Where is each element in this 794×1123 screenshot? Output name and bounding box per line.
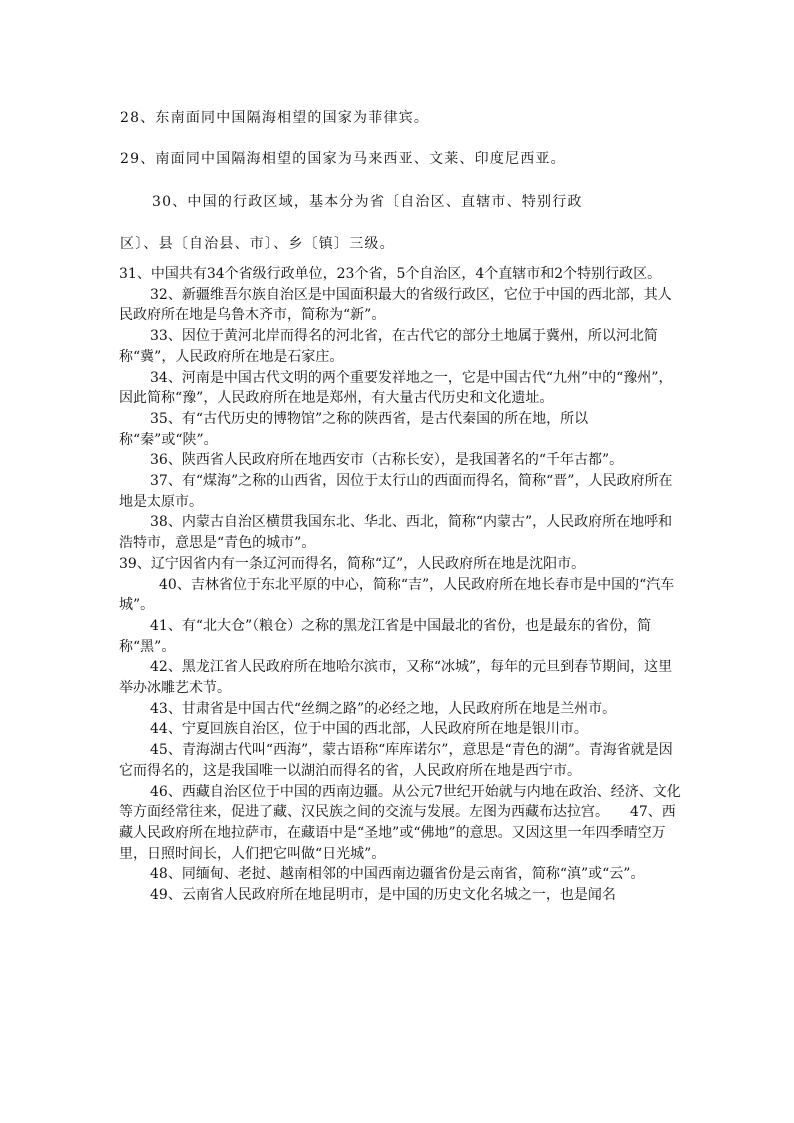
paragraph-41: 41、有“北大仓”（粮仓）之称的黑龙江省是中国最北的省份，也是最东的省份，简称“黑”。: [119, 617, 652, 655]
paragraph-43: 43、甘肃省是中国古代“丝绸之路”的必经之地，人民政府所在地是兰州市。: [150, 700, 617, 717]
paragraph-34: 34、河南是中国古代文明的两个重要发祥地之一，它是中国古代“九州”中的“豫州”，因此简称“豫”，人民政府所在地是郑州，有大量古代历史和文化遗址。: [119, 369, 673, 407]
paragraph-32: 32、新疆维吾尔族自治区是中国面积最大的省级行政区，它位于中国的西北部，其人民政府所在地是乌鲁木齐市，简称为“新”。: [119, 286, 672, 324]
item-30-line-1: 30、中国的行政区域，基本分为省〔自治区、直辖市、特别行政: [152, 194, 583, 210]
paragraph-42: 42、黑龙江省人民政府所在地哈尔滨市，又称“冰城”，每年的元旦到春节期间，这里举办冰雕艺术节。: [119, 659, 673, 697]
paragraph-46-47: 46、西藏自治区位于中国的西南边疆。从公元7世纪开始就与内地在政治、经济、文化等方面经常往来，促进了藏、汉民族之间的交流与发展。左图为西藏布达拉宫。 47、西藏人民政府所在地拉萨市，在藏语中是“圣地”或“佛地”的意思。又因这里一年四季晴空万里，日照时间长，人们把它叫做“日光城”。: [119, 783, 681, 862]
paragraph-31: 31、中国共有34个省级行政单位，23个省，5个自治区，4个直辖市和2个特别行政区。: [119, 266, 662, 282]
paragraph-44: 44、宁夏回族自治区，位于中国的西北部，人民政府所在地是银川市。: [150, 721, 588, 738]
paragraph-33: 33、因位于黄河北岸而得名的河北省，在古代它的部分土地属于冀州，所以河北简称“冀”，人民政府所在地是石家庄。: [119, 328, 658, 365]
item-30-line-2: 区〕、县〔自治县、市〕、乡〔镇〕三级。: [120, 236, 395, 252]
paragraph-36: 36、陕西省人民政府所在地西安市（古称长安），是我国著名的“千年古都”。: [150, 452, 624, 469]
paragraph-48: 48、同缅甸、老挝、越南相邻的中国西南边疆省份是云南省，简称“滇”或“云”。: [150, 866, 645, 883]
paragraph-38: 38、内蒙古自治区横贯我国东北、华北、西北，简称“内蒙古”，人民政府所在地呼和浩特市，意思是“青色的城市”。: [119, 514, 673, 552]
paragraph-37: 37、有“煤海”之称的山西省，因位于太行山的西面而得名，简称“晋”，人民政府所在地是太原市。: [119, 473, 673, 510]
item-29: 29、南面同中国隔海相望的国家为马来西亚、文莱、印度尼西亚。: [120, 151, 566, 167]
paragraph-49: 49、云南省人民政府所在地昆明市，是中国的历史文化名城之一，也是闻名: [150, 887, 616, 904]
document-body: [119, 264, 681, 906]
paragraph-45: 45、青海湖古代叫“西海”，蒙古语称“库库诺尔”，意思是“青色的湖”。青海省就是因它而得名的，这是我国唯一以湖泊而得名的省，人民政府所在地是西宁市。: [119, 742, 673, 779]
item-28: 28、东南面同中国隔海相望的国家为菲律宾。: [120, 110, 430, 126]
paragraph-35: 35、有“古代历史的博物馆”之称的陕西省，是古代秦国的所在地，所以称“秦”或“陕”。: [119, 410, 589, 448]
paragraph-39: 39、辽宁因省内有一条辽河而得名，简称“辽”，人民政府所在地是沈阳市。: [119, 555, 586, 572]
paragraph-40: 40、吉林省位于东北平原的中心，简称“吉”，人民政府所在地长春市是中国的“汽车城”。: [119, 576, 675, 614]
